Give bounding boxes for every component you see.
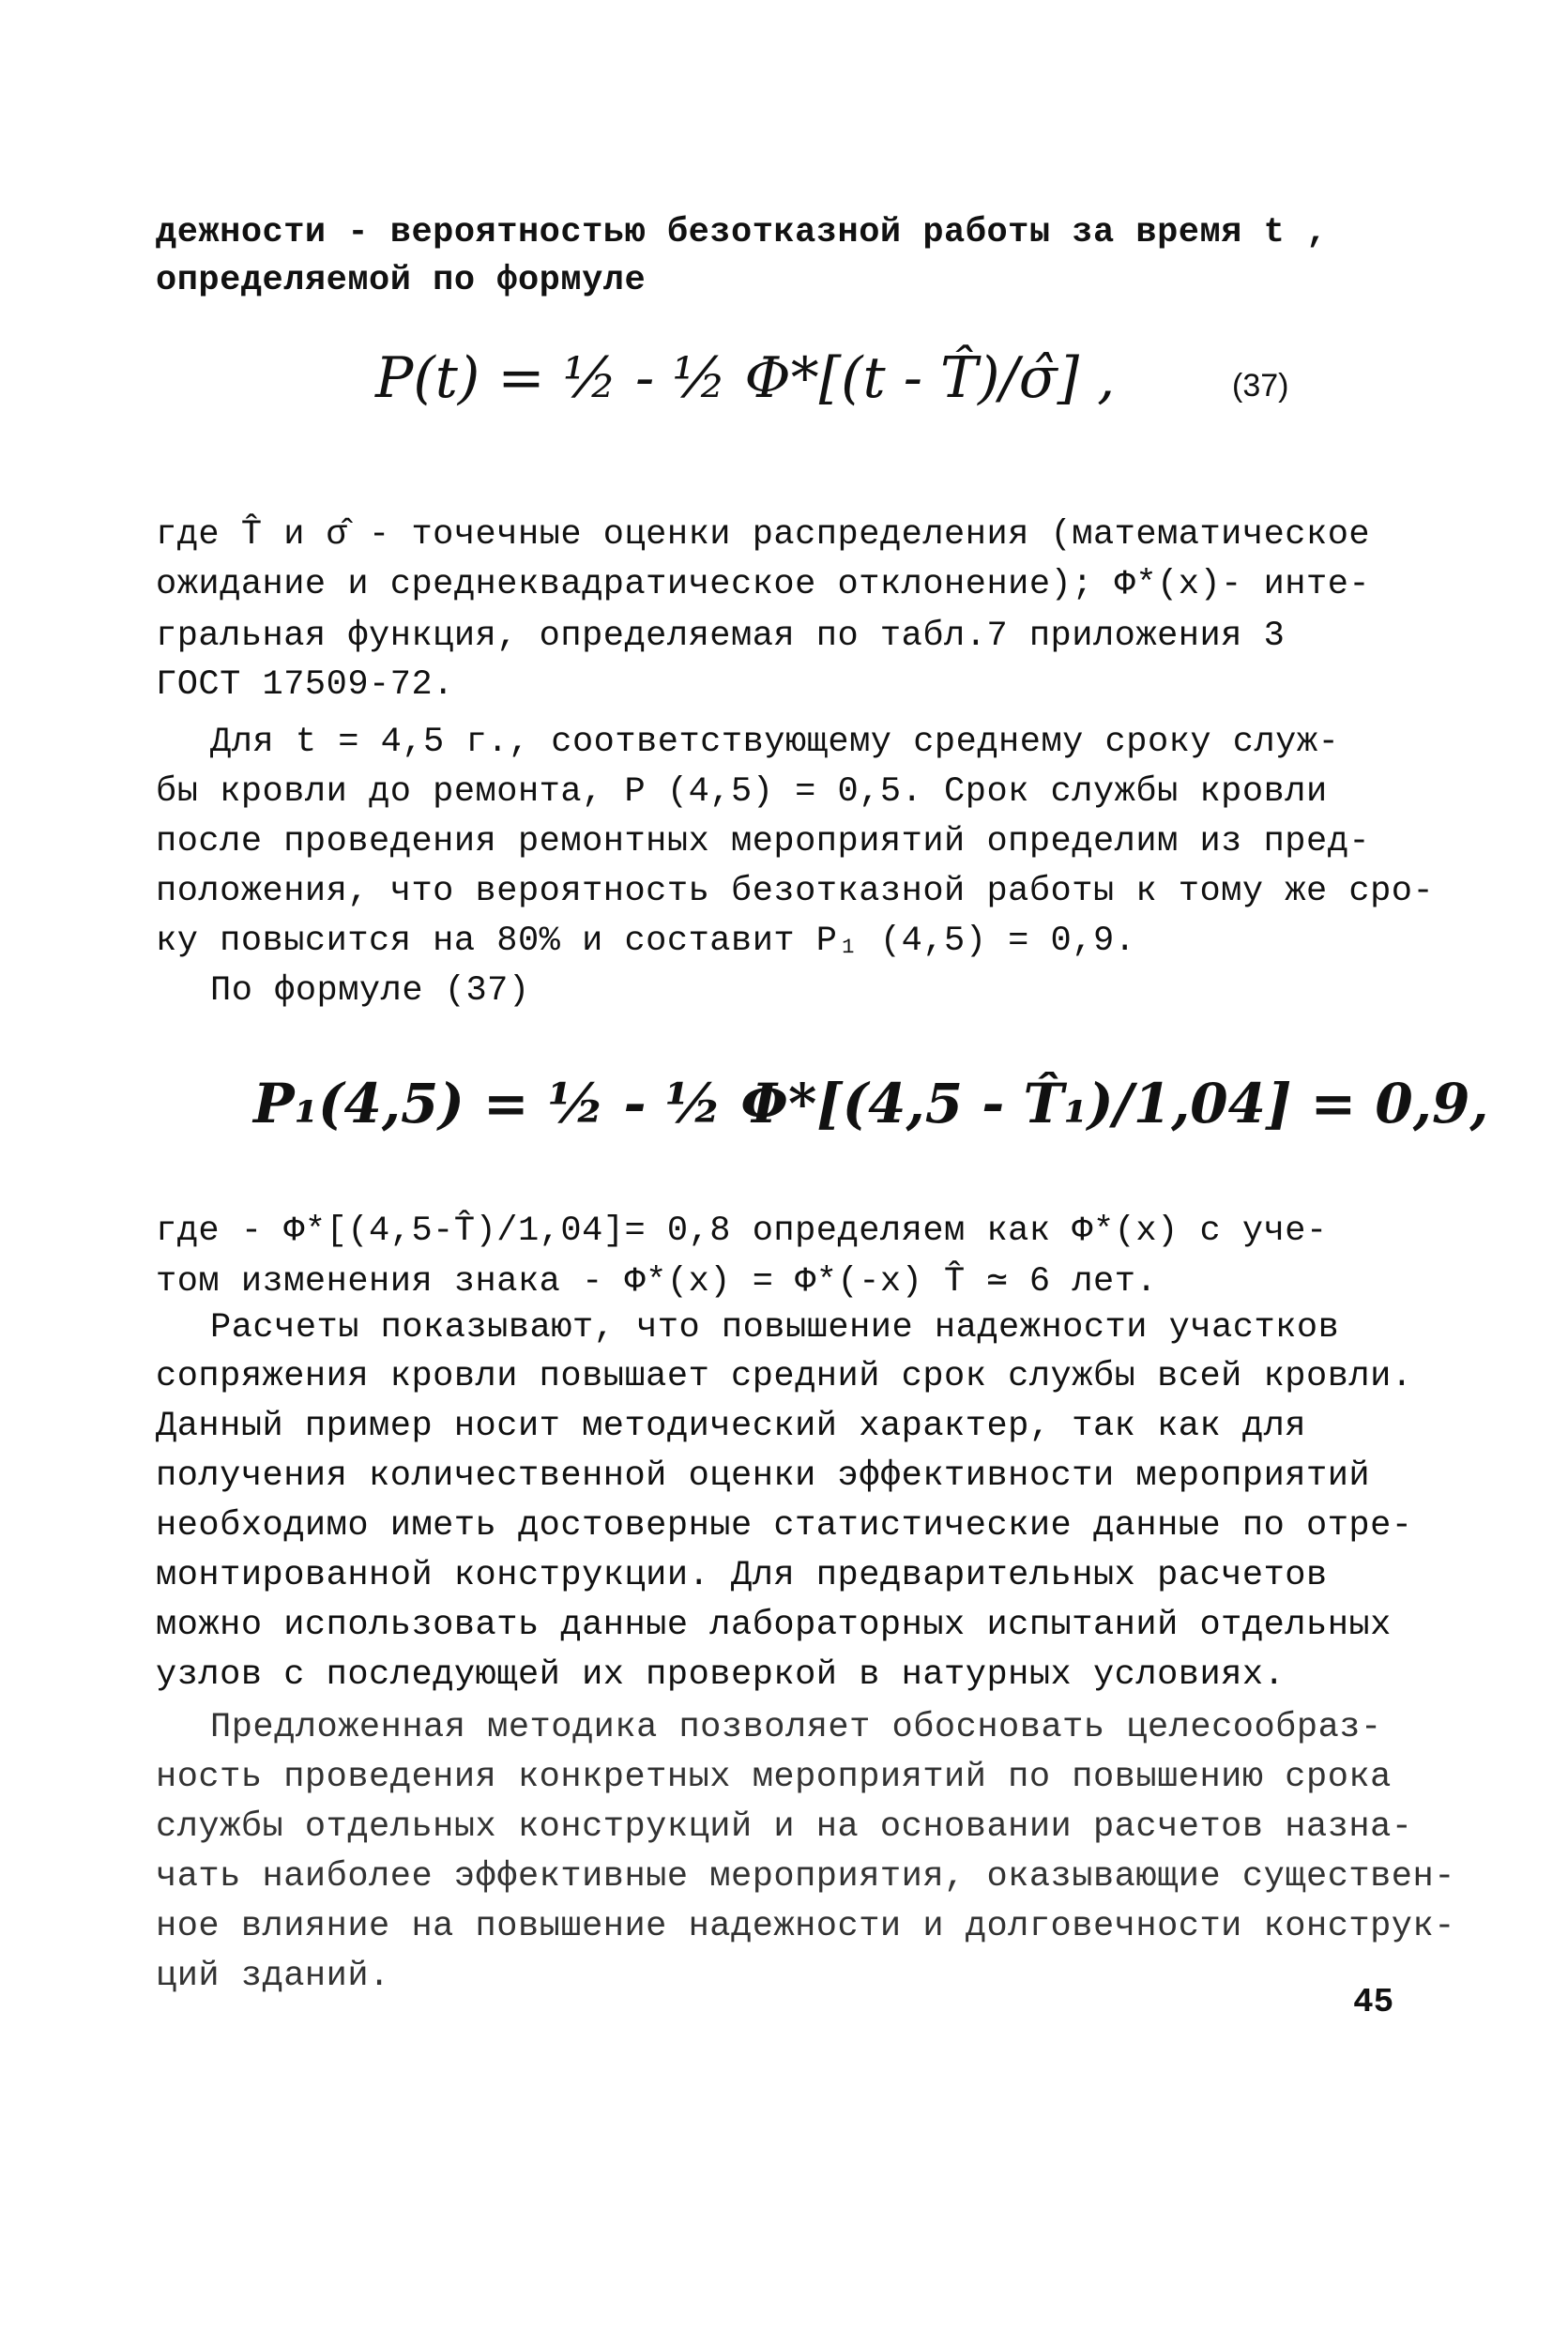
text-line: положения, что вероятность безотказной работы к тому же сро- bbox=[156, 872, 1435, 911]
text-line: где T̂ и σ̂ - точечные оценки распределения (математическое bbox=[156, 515, 1371, 555]
text-line: ций зданий. bbox=[156, 1957, 390, 1996]
text-line: ГОСТ 17509-72. bbox=[156, 665, 454, 705]
text-line: после проведения ремонтных мероприятий определим из пред- bbox=[156, 822, 1371, 861]
equation-number: (37) bbox=[1232, 368, 1289, 404]
text-line: гральная функция, определяемая по табл.7 приложения 3 bbox=[156, 617, 1286, 656]
text-line: Предложенная методика позволяет обосновать целесообраз- bbox=[210, 1708, 1382, 1747]
text-line: По формуле (37) bbox=[210, 971, 530, 1011]
text-line: получения количественной оценки эффективности мероприятий bbox=[156, 1456, 1371, 1496]
formula-p1: P₁(4,5) = ½ - ½ Φ*[(4,5 - T̂₁)/1,04] = 0,9, bbox=[253, 1072, 1489, 1135]
text-line: Расчеты показывают, что повышение надежности участков bbox=[210, 1308, 1340, 1348]
text-line: где - Φ*[(4,5-T̂)/1,04]= 0,8 определяем как Φ*(x) с уче- bbox=[156, 1212, 1328, 1251]
text-line: бы кровли до ремонта, P (4,5) = 0,5. Срок службы кровли bbox=[156, 772, 1328, 812]
page-number: 45 bbox=[1353, 1983, 1394, 2021]
text-line: чать наиболее эффективные мероприятия, оказывающие существен- bbox=[156, 1857, 1455, 1897]
text-line: необходимо иметь достоверные статистические данные по отре- bbox=[156, 1506, 1413, 1546]
text-line: ку повысится на 80% и составит P₁ (4,5) = 0,9. bbox=[156, 922, 1136, 961]
text-line: ное влияние на повышение надежности и долговечности конструк- bbox=[156, 1907, 1455, 1946]
text-line: монтированной конструкции. Для предварительных расчетов bbox=[156, 1556, 1328, 1595]
text-line: службы отдельных конструкций и на основании расчетов назна- bbox=[156, 1807, 1413, 1847]
text-line: узлов с последующей их проверкой в натурных условиях. bbox=[156, 1655, 1286, 1695]
text-line: сопряжения кровли повышает средний срок службы всей кровли. bbox=[156, 1357, 1413, 1396]
text-line: определяемой по формуле bbox=[156, 261, 647, 300]
text-line: можно использовать данные лабораторных испытаний отдельных bbox=[156, 1606, 1392, 1645]
text-line: Данный пример носит методический характер, так как для bbox=[156, 1407, 1306, 1446]
formula-37: P(t) = ½ - ½ Φ*[(t - T̂)/σ̂] , bbox=[375, 345, 1116, 411]
text-line: Для t = 4,5 г., соответствующему среднему сроку служ- bbox=[210, 723, 1340, 762]
text-line: ожидание и среднеквадратическое отклонение); Φ*(x)- инте- bbox=[156, 565, 1371, 604]
text-line: том изменения знака - Φ*(x) = Φ*(-x) T̂ ≃ 6 лет. bbox=[156, 1262, 1158, 1302]
text-line: дежности - вероятностью безотказной работы за время t , bbox=[156, 213, 1328, 252]
text-line: ность проведения конкретных мероприятий по повышению срока bbox=[156, 1758, 1392, 1797]
